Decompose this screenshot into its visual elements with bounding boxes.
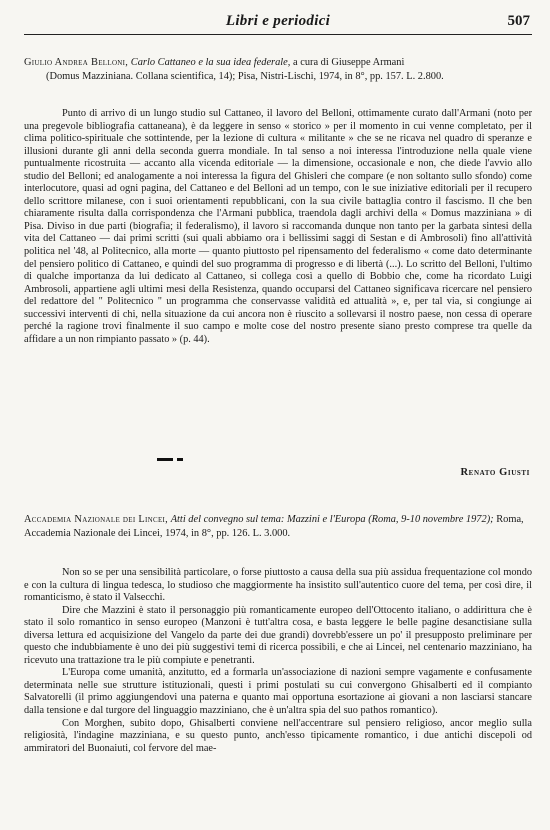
page-number: 507 (507, 13, 530, 29)
review1-signature: Renato Giusti (460, 467, 530, 478)
review2-paragraph-4: Con Morghen, subito dopo, Ghisalberti conviene nell'accentrare sul pensiero religioso, ancor meglio sulla religiosità, l'indagine mazziniana, e su questo punto, anch'esso tipicamente romantico, i due antichi discepoli od ammiratori del Buonaiuti, col fervore del mae- (24, 717, 532, 754)
page-header (24, 0, 532, 35)
printer-mark (157, 458, 173, 461)
review2-publication: Roma, Accademia Nazionale dei Lincei, 1974, in 8°, pp. 126. L. 3.000. (24, 514, 524, 539)
review2-paragraph-1: Non so se per una sensibilità particolare, o forse piuttosto a causa della sua più assidua frequentazione col mondo e con la cultura di lingua tedesca, lo studioso che maggiormente ha insistito sull'autentico cuore del tema, per così dire, il romanticismo, è stato il Valsecchi. (24, 567, 532, 604)
review2-citation (24, 513, 532, 540)
review1-body (24, 108, 532, 346)
review2-title: Atti del convegno sul tema: Mazzini e l'Europa (Roma, 9-10 novembre 1972); (170, 514, 494, 525)
review1-title: Carlo Cattaneo e la sua idea federale, (130, 57, 291, 68)
review1-paragraph: Punto di arrivo di un lungo studio sul Cattaneo, il lavoro del Belloni, ottimamente curato dall'Armani (noto per una pregevole bibliografia cattaneana), è da leggere in senso « storico » per il momento in cui venne completato, per il clima politico-spirituale che sottintende, per la lezione di cultura « militante » che se ne ricava nel quadro di speranze e illusioni durante gli anni della seconda guerra mondiale. In tal senso a noi interessa l'introduzione nella quale viene puntualmente ricostruita — accanto alla vicenda editoriale — la dimensione, occasionale e non, che diede l'avvio allo studio del Belloni; ed analogamente a noi interessa la figura del Ghisleri che compare (e non soltanto sullo sfondo) come interlocutore, quasi ad ogni pagina, del Cattaneo e del Belloni ad un tempo, con le sue iniziative editoriali per il recupero dello scrittore milanese, con i suoi orientamenti repubblicani, con la sua civile battaglia contro il fascismo. Il che ben chiaramente risulta dalla corrispondenza che l'Armani pubblica, traendola dagli archivi della « Domus mazziniana » di Pisa. Diviso in due parti (biografia; il federalismo), il lavoro si raccomanda dunque non tanto per la garbata sintesi della vita del Cattaneo — dai primi scritti (sui quali abbiamo ora i bellissimi saggi di Sestan e di Ambrosoli) fino all'attività politica nel '48, al Politecnico, alla morte — quanto piuttosto pel ripensamento del federalismo « come dato determinante del pensiero politico di Cattaneo, e quindi del suo programma di progresso e di libertà (...). Lo scritto del Belloni, l'ultimo di qualche importanza da lui dedicato al Cattaneo, si collega così a quello di Bobbio che, come ha ricordato Luigi Ambrosoli, appartiene agli ultimi mesi della Resistenza, quando occuparsi del Cattaneo significava ricercare nel pensiero del redattore del " Politecnico " un programma che conservasse validità ed attualità », e, per tal via, si congiunge ai successivi interventi di chi, nella situazione da cui ancora non è riuscito a sollevarsi il nostro paese, non cessa di operare perché la ragione trovi finalmente il suo campo e molte cose del nostro presente siano presto comprese tra quelle da affidare a un non rimpianto passato » (p. 44). (24, 108, 532, 345)
review2-paragraph-2: Dire che Mazzini è stato il personaggio più romanticamente europeo dell'Ottocento italiano, o addirittura che è stato il solo romantico in senso europeo (Manzoni è tutt'altra cosa, e basta leggere le belle pagine desanctisiane sulla diversa lettura ed acquisizione del Vangelo da parte dei due grandi) dovrebb'essere un po' il presupposto preliminare per questo che indubbiamente è uno dei più suggestivi temi di ricerca possibili, e che ai Lincei, nel centenario mazziniano, ha ricevuto una trattazione tra le più compiute e penetranti. (24, 604, 532, 666)
running-title: Libri e periodici (225, 13, 331, 29)
review1-curator: a cura di Giuseppe Armani (293, 57, 405, 68)
review1-publication: (Domus Mazziniana. Collana scientifica, 14); Pisa, Nistri-Lischi, 1974, in 8°, pp. 157. L. 2.800. (46, 70, 444, 82)
printer-mark (177, 458, 183, 461)
review2-author: Accademia Nazionale dei Lincei, (24, 514, 169, 525)
review1-author: Giulio Andrea Belloni, (24, 57, 129, 68)
review2-paragraph-3: L'Europa come umanità, anzitutto, ed a formarla un'associazione di nazioni sempre vagamente e confusamente determinata nelle sue strutture istituzionali, questi i primi postulati su cui convergono Ghisalberti ed il compianto Salvatorelli (il primo aggiungendovi una paterna e quanto mai opportuna esortazione ai giovani a non lasciarsi stancare dalla tensione e dal turgore del linguaggio mazziniano, che è un'altra spia del suo pathos romantico). (24, 667, 532, 717)
review2-body (24, 567, 532, 755)
review1-citation (24, 56, 532, 83)
